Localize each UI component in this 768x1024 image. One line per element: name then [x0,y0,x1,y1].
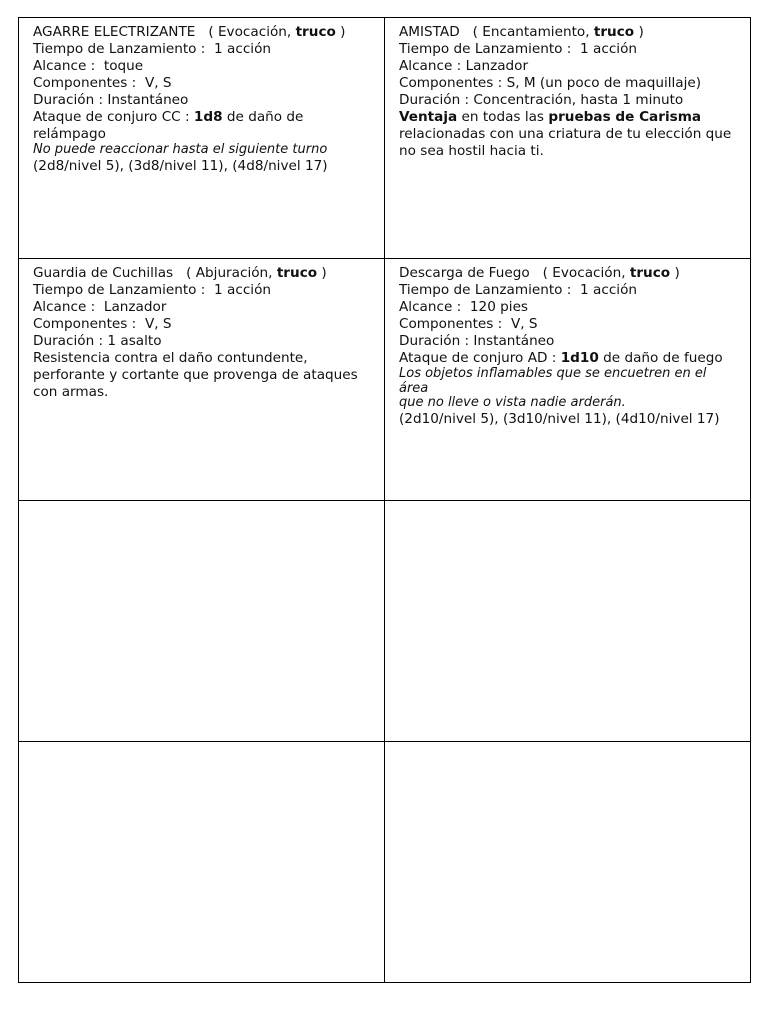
spell-card-descarga-de-fuego [385,259,751,500]
spell-description [399,109,736,160]
attack-label: Ataque de conjuro CC : [33,109,190,125]
duration-label: Duración : [33,333,104,350]
spell-title-line: AGARRE ELECTRIZANTE ( Evocación, truco ) [33,24,346,40]
duration-label: Duración : [399,333,470,350]
range-label: Alcance : [399,58,462,74]
components-value: V, S [510,316,538,333]
spell-card-amistad [385,18,751,259]
card-row [19,18,751,259]
duration-label: Duración : [399,92,470,108]
spell-note: Los objetos inflamables que se encuetren en el área [399,366,707,396]
casting-time-value: 1 acción [214,41,272,57]
spell-school: Evocación, [217,24,292,40]
duration-line [399,92,736,109]
range-label: Alcance : [33,299,96,316]
range-line [33,58,370,75]
spell-kind: truco [629,265,671,282]
casting-time-label: Tiempo de Lanzamiento : [399,282,572,299]
range-value: toque [103,58,144,74]
duration-value: Concentración, hasta 1 minuto [473,92,684,108]
spell-note: que no lleve o vista nadie arderán. [399,395,626,411]
spell-title-line: AMISTAD ( Encantamiento, truco ) [399,24,644,40]
casting-time-label: Tiempo de Lanzamiento : [399,41,572,57]
casting-time-label: Tiempo de Lanzamiento : [33,41,206,57]
damage-scaling: (2d10/nivel 5), (3d10/nivel 11), (4d10/nivel 17) [399,410,720,427]
description-bold-2: pruebas de Carisma [548,109,702,125]
attack-line [33,109,370,143]
empty-card-slot [385,741,751,982]
duration-value: Instantáneo [107,92,189,108]
components-label: Componentes : [399,75,503,91]
description-text-2: relacionadas con una criatura de tu elección que no sea hostil hacia ti. [399,126,732,159]
attack-label: Ataque de conjuro AD : [399,350,557,367]
spell-name: Descarga de Fuego [399,265,530,282]
spell-kind: truco [593,24,635,40]
empty-card-slot [19,741,385,982]
attack-damage-type: de daño de fuego [603,350,723,367]
components-label: Componentes : [33,75,137,91]
spell-school: Encantamiento, [482,24,590,40]
components-value: S, M (un poco de maquillaje) [506,75,702,91]
description-bold-1: Ventaja [399,109,458,125]
casting-time-line [399,282,736,299]
range-line [399,299,736,316]
components-label: Componentes : [399,316,503,333]
duration-line [399,333,736,350]
spell-card-sheet [18,17,750,983]
spell-name: AMISTAD [399,24,460,40]
spell-kind: truco [276,265,318,282]
components-label: Componentes : [33,316,137,333]
spell-card-guardia-de-cuchillas [19,259,385,500]
range-line [33,299,370,316]
spell-title-line: Descarga de Fuego ( Evocación, truco ) [399,265,680,282]
casting-time-value: 1 acción [214,282,272,299]
range-value: 120 pies [469,299,529,316]
components-value: V, S [144,316,172,333]
duration-value: 1 asalto [107,333,162,350]
components-line [399,316,736,333]
attack-dice: 1d10 [560,350,599,367]
spell-kind: truco [295,24,336,40]
empty-card-slot [19,500,385,741]
components-line [399,75,736,92]
casting-time-line [399,41,736,58]
components-line [33,316,370,333]
attack-line [399,350,736,367]
duration-line [33,92,370,109]
spell-card-grid [18,17,751,983]
card-row [19,741,751,982]
empty-card-slot [385,500,751,741]
duration-value: Instantáneo [473,333,555,350]
casting-time-line [33,41,370,58]
spell-title-line: Guardia de Cuchillas ( Abjuración, truco ) [33,265,327,282]
damage-scaling: (2d8/nivel 5), (3d8/nivel 11), (4d8/nivel 17) [33,157,328,174]
card-row [19,259,751,500]
spell-school: Abjuración, [195,265,273,282]
description-text-1: en todas las [461,109,545,125]
range-value: Lanzador [465,58,529,74]
spell-school: Evocación, [552,265,626,282]
range-label: Alcance : [399,299,462,316]
components-line [33,75,370,92]
spell-note: No puede reaccionar hasta el siguiente turno [33,142,328,157]
range-label: Alcance : [33,58,96,74]
casting-time-label: Tiempo de Lanzamiento : [33,282,206,299]
card-row [19,500,751,741]
duration-line [33,333,370,350]
attack-dice: 1d8 [193,109,223,125]
duration-label: Duración : [33,92,104,108]
components-value: V, S [144,75,172,91]
casting-time-value: 1 acción [580,282,638,299]
casting-time-value: 1 acción [580,41,638,57]
spell-name: Guardia de Cuchillas [33,265,174,282]
spell-name: AGARRE ELECTRIZANTE [33,24,196,40]
attack-damage-type: de daño de relámpago [33,109,304,142]
range-line [399,58,736,75]
spell-description: Resistencia contra el daño contundente, perforante y cortante que provenga de ataques con armas. [33,350,358,401]
casting-time-line [33,282,370,299]
range-value: Lanzador [103,299,167,316]
spell-card-agarre-electrizante [19,18,385,259]
